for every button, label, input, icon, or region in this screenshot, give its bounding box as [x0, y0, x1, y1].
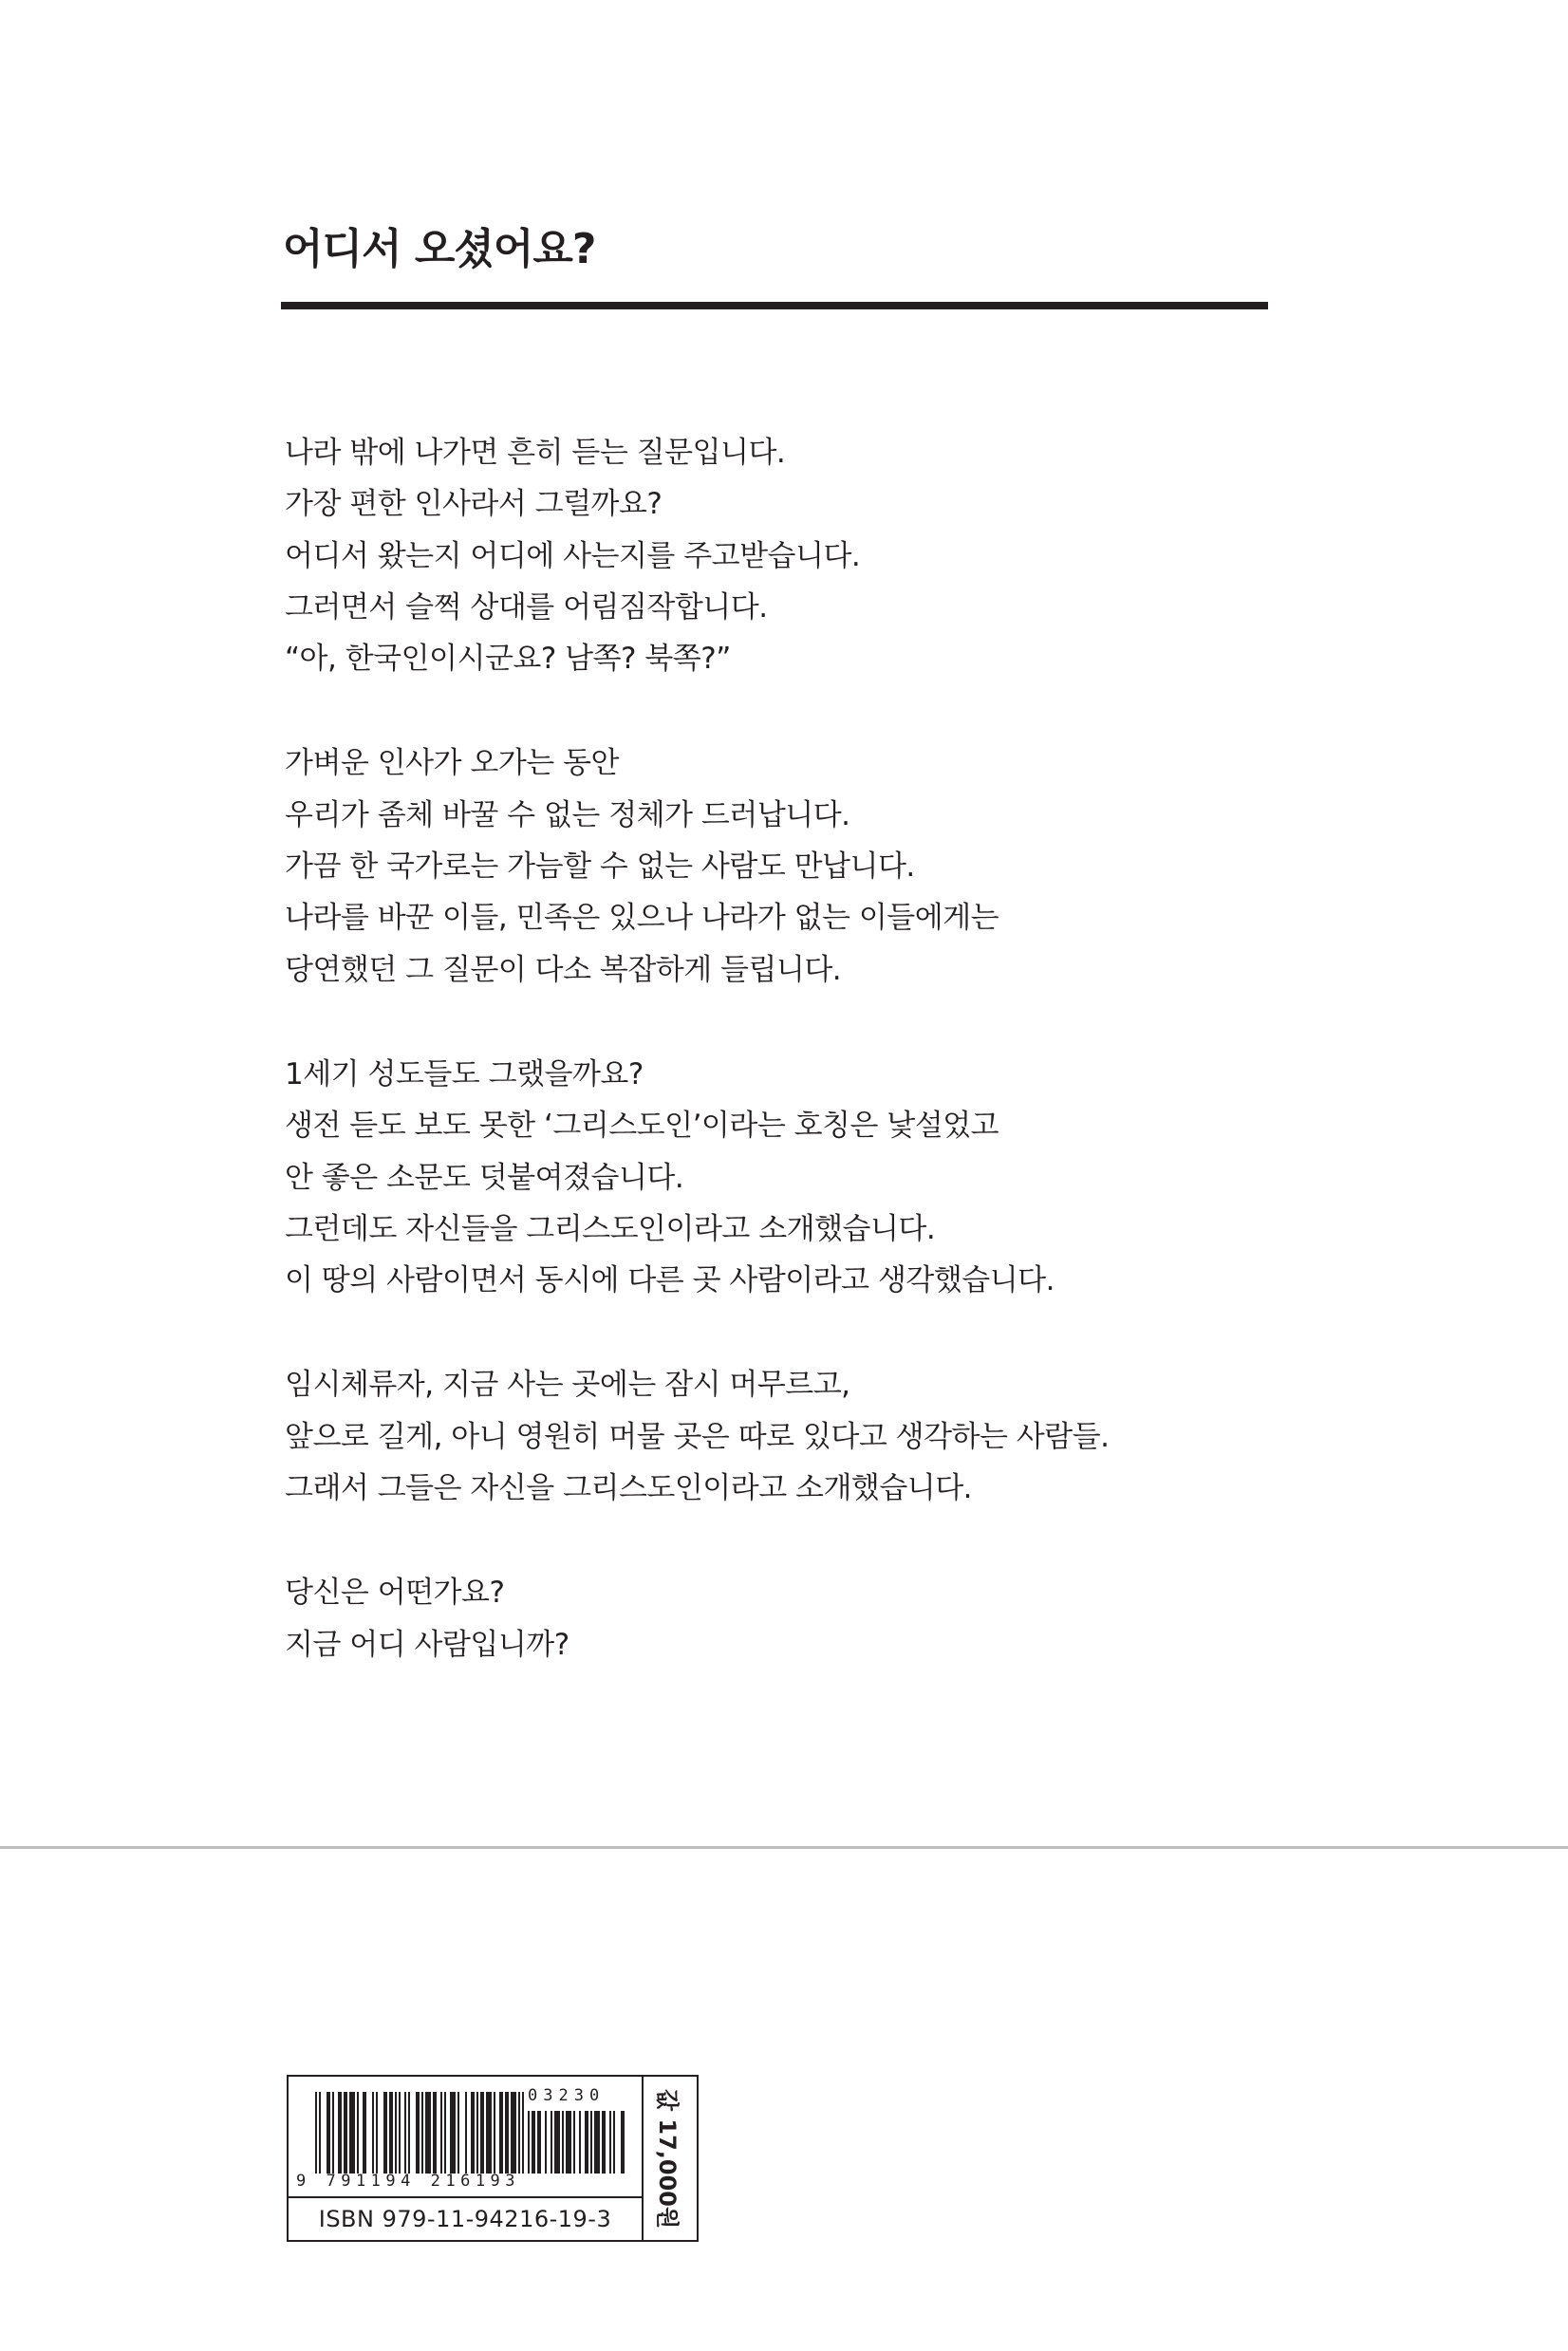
text-line: 어디서 왔는지 어디에 사는지를 주고받습니다.	[285, 538, 861, 573]
barcode-bar	[602, 2111, 606, 2174]
barcode-bar	[327, 2092, 330, 2174]
barcode-bar	[609, 2111, 611, 2174]
isbn-number: ISBN 979-11-94216-19-3	[318, 2206, 612, 2232]
text-line: 지금 어디 사람입니까?	[285, 1627, 569, 1662]
barcode-bar	[425, 2092, 431, 2174]
price-label: 값 17,000원	[654, 2088, 681, 2229]
barcode-bar	[537, 2111, 541, 2174]
text-line: 나라 밖에 나가면 흔히 듣는 질문입니다.	[285, 436, 786, 470]
barcode-bar	[465, 2092, 467, 2174]
barcode-bar	[344, 2092, 347, 2174]
barcode-bar	[562, 2111, 564, 2174]
addon-barcode	[528, 2111, 626, 2174]
page-title: 어디서 오셨어요?	[283, 225, 596, 273]
text-line: 가끔 한 국가로는 가늠할 수 없는 사람도 만납니다.	[285, 849, 915, 885]
barcode-bar	[457, 2092, 459, 2174]
barcode-area	[289, 2077, 642, 2198]
text-line: 그러면서 슬쩍 상대를 어림짐작합니다.	[285, 589, 768, 625]
text-line: 생전 듣도 보도 못한 ‘그리스도인’이라는 호칭은 낯설었고	[285, 1109, 999, 1144]
paragraph-1	[285, 427, 1329, 684]
text-line: 이 땅의 사람이면서 동시에 다른 곳 사람이라고 생각했습니다.	[285, 1263, 1055, 1298]
barcode-panel	[289, 2077, 644, 2240]
barcode-label	[287, 2075, 699, 2242]
text-line: 가벼운 인사가 오가는 동안	[285, 746, 619, 781]
text-line: 가장 편한 인사라서 그럴까요?	[285, 487, 663, 522]
barcode-bar	[408, 2092, 410, 2174]
ean-barcode	[315, 2092, 524, 2174]
text-line: 당신은 어떤가요?	[285, 1576, 505, 1611]
barcode-bar	[573, 2111, 575, 2174]
text-line: 당연했던 그 질문이 다소 복잡하게 들립니다.	[285, 952, 842, 987]
barcode-bar	[389, 2092, 393, 2174]
barcode-bar	[450, 2092, 456, 2174]
text-line: 안 좋은 소문도 덧붙여졌습니다.	[285, 1160, 684, 1195]
barcode-bar	[383, 2092, 387, 2174]
text-line: 나라를 바꾼 이들, 민족은 있으나 나라가 없는 이들에게는	[285, 901, 999, 936]
addon-digits: 03230	[528, 2086, 606, 2105]
barcode-bar	[338, 2092, 342, 2174]
barcode-bar	[349, 2092, 355, 2174]
barcode-bar	[357, 2092, 359, 2174]
barcode-bar	[594, 2111, 600, 2174]
price-area	[644, 2077, 697, 2240]
barcode-bar	[433, 2092, 437, 2174]
barcode-bar	[319, 2092, 321, 2174]
text-line: 그런데도 자신들을 그리스도인이라고 소개했습니다.	[285, 1211, 936, 1246]
barcode-bar	[444, 2092, 446, 2174]
barcode-bar	[421, 2092, 423, 2174]
barcode-bar	[480, 2092, 484, 2174]
barcode-bar	[471, 2092, 475, 2174]
barcode-bar	[579, 2111, 581, 2174]
barcode-bar	[486, 2092, 492, 2174]
barcode-bar	[505, 2092, 509, 2174]
title-underline	[281, 302, 1268, 309]
barcode-bar	[566, 2111, 571, 2174]
barcode-bar	[545, 2111, 547, 2174]
barcode-bar	[590, 2111, 592, 2174]
barcode-bar	[511, 2092, 516, 2174]
barcode-bar	[522, 2092, 524, 2174]
barcode-bar	[613, 2111, 615, 2174]
ean-digits: 9 791194 216193	[296, 2172, 521, 2191]
barcode-bar	[621, 2111, 625, 2174]
barcode-bar	[518, 2092, 520, 2174]
barcode-bar	[585, 2111, 588, 2174]
paragraph-5	[285, 1567, 1329, 1670]
barcode-bar	[416, 2092, 420, 2174]
barcode-bar	[551, 2111, 552, 2174]
barcode-bar	[372, 2092, 374, 2174]
paragraph-2	[285, 737, 1329, 995]
paragraph-4	[285, 1359, 1329, 1514]
barcode-bar	[363, 2092, 366, 2174]
barcode-bar	[494, 2092, 495, 2174]
text-line: 우리가 좀체 바꿀 수 없는 정체가 드러납니다.	[285, 797, 850, 832]
footer-divider	[0, 1846, 1568, 1849]
barcode-bar	[476, 2092, 478, 2174]
barcode-bar	[440, 2092, 442, 2174]
barcode-bar	[399, 2092, 401, 2174]
text-line: 그래서 그들은 자신을 그리스도인이라고 소개했습니다.	[285, 1471, 973, 1506]
text-line: 임시체류자, 지금 사는 곳에는 잠시 머무르고,	[285, 1368, 850, 1403]
text-line: 1세기 성도들도 그랬을까요?	[285, 1056, 644, 1092]
text-line: 앞으로 길게, 아니 영원히 머물 곳은 따로 있다고 생각하는 사람들.	[285, 1419, 1110, 1454]
barcode-bar	[315, 2092, 317, 2174]
barcode-bar	[404, 2092, 406, 2174]
text-line: “아, 한국인이시군요? 남쪽? 북쪽?”	[285, 642, 731, 677]
barcode-bar	[376, 2092, 378, 2174]
barcode-bar	[532, 2111, 535, 2174]
paragraph-3	[285, 1049, 1329, 1306]
barcode-bar	[395, 2092, 397, 2174]
body-text	[285, 427, 1329, 1724]
barcode-bar	[332, 2092, 334, 2174]
barcode-bar	[554, 2111, 560, 2174]
barcode-bar	[499, 2092, 503, 2174]
barcode-bar	[528, 2111, 530, 2174]
